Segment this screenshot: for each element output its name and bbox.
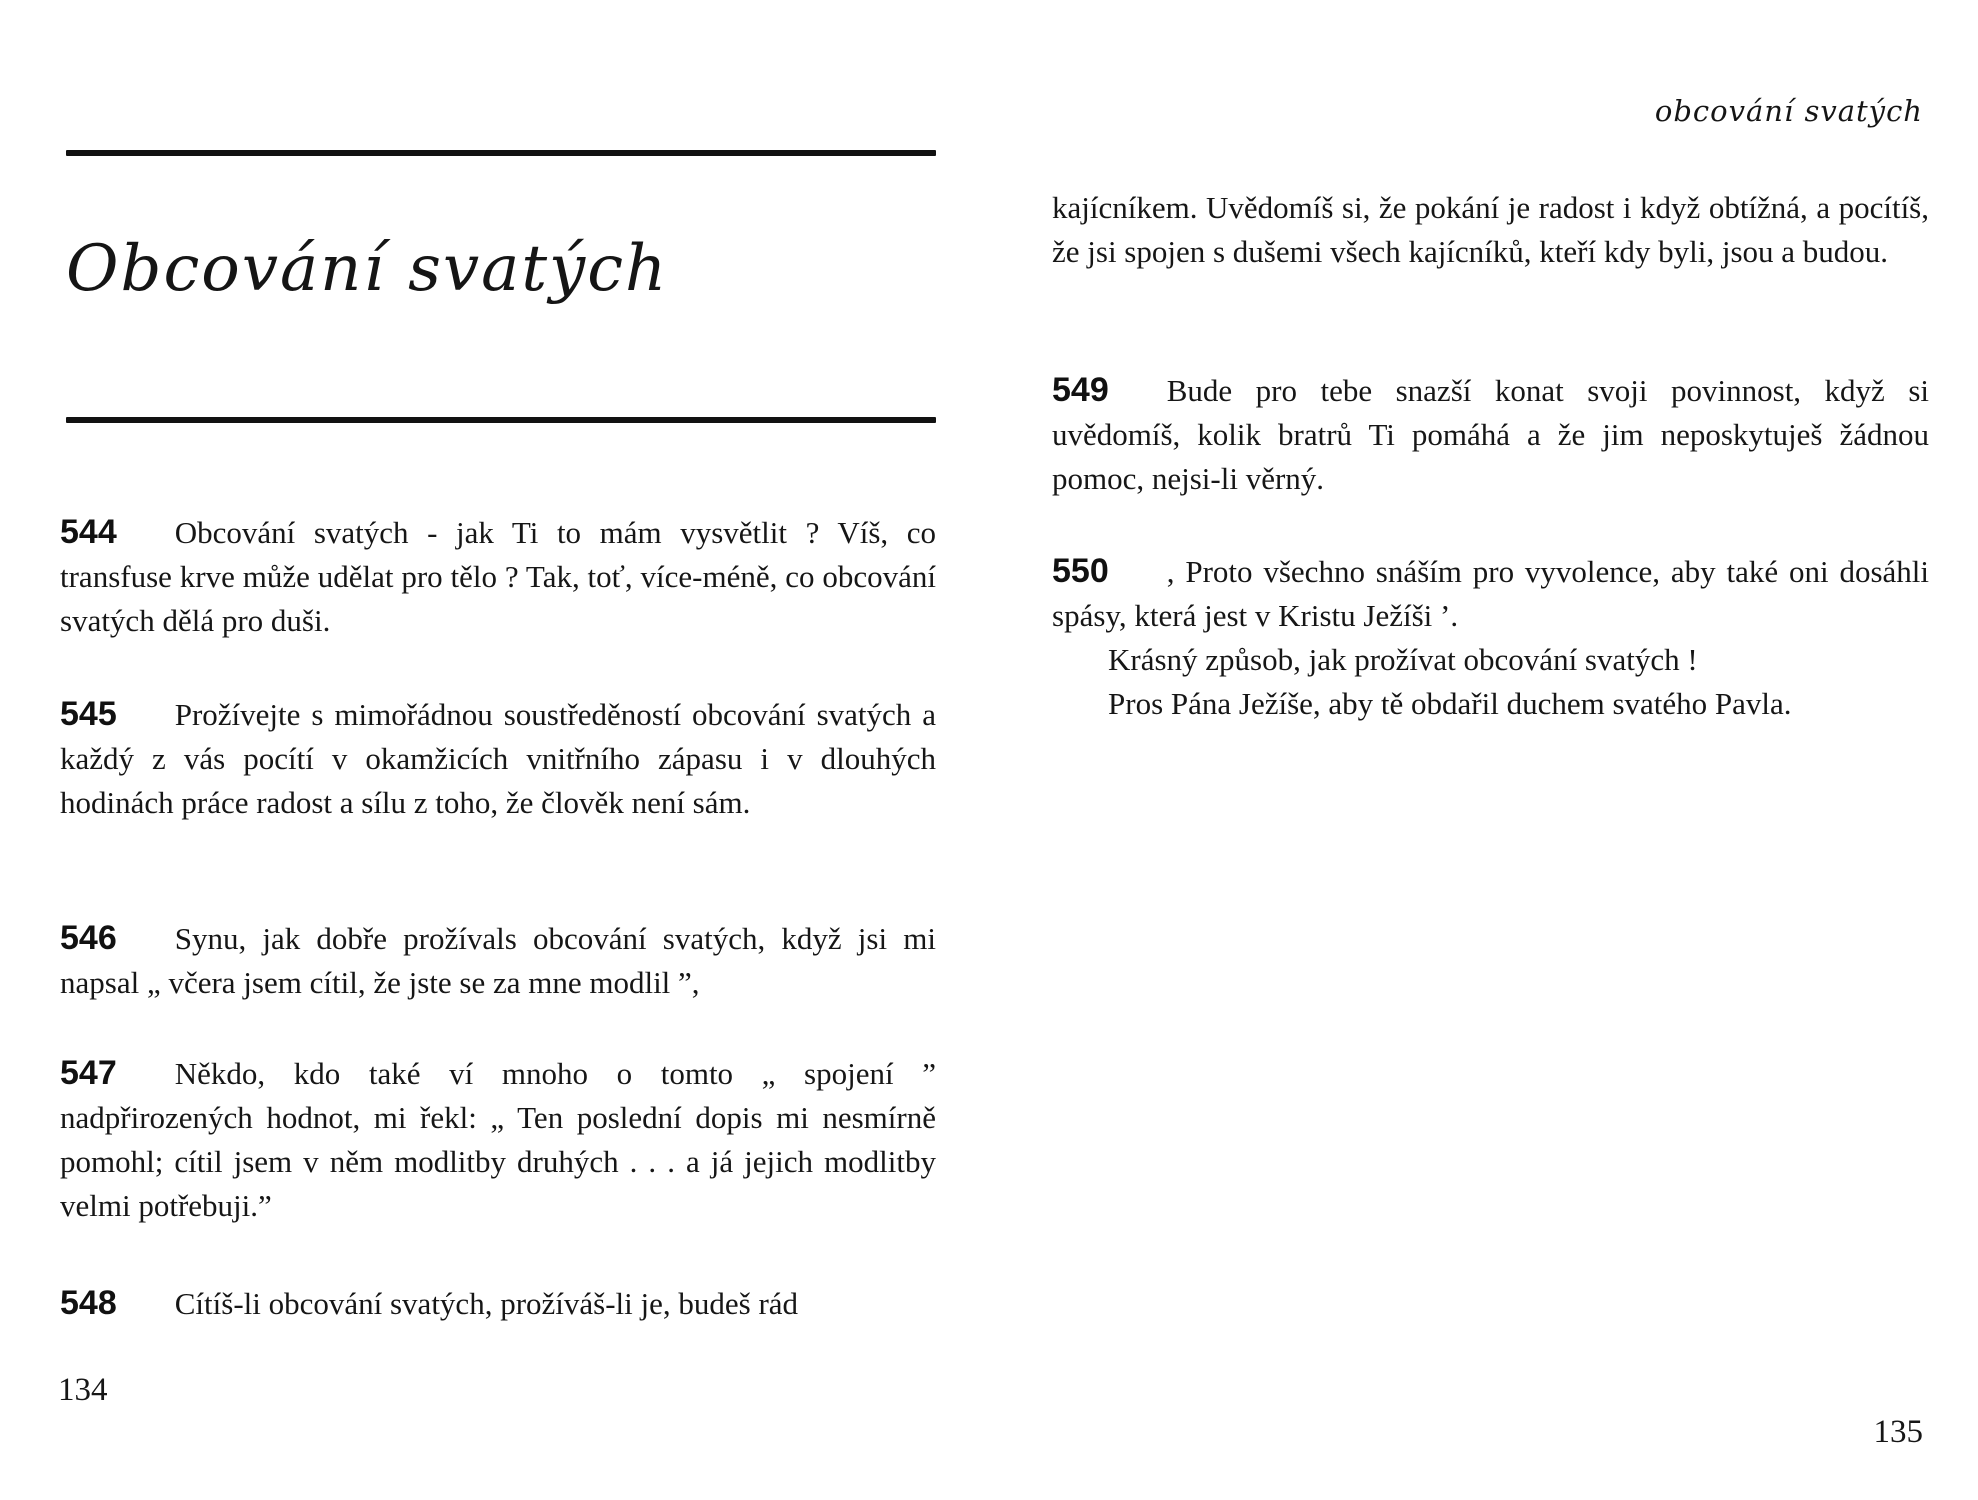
paragraph-number: 550: [1052, 552, 1109, 590]
paragraph-548: [60, 1281, 936, 1326]
paragraph-text: Synu, jak dobře prožívals obcování svatých, když jsi mi napsal „ včera jsem cítil, že jste se za mne modlil ”,: [60, 921, 936, 1000]
paragraph-text: , Proto všechno snáším pro vyvolence, aby také oni dosáhli spásy, která jest v Kristu Ježíši ’.: [1052, 554, 1929, 633]
paragraph-number: 544: [60, 513, 117, 551]
right-page: [989, 0, 1978, 1500]
paragraph-550: [1052, 549, 1929, 726]
paragraph-text: Bude pro tebe snazší konat svoji povinnost, když si uvědomíš, kolik bratrů Ti pomáhá a že jim neposkytuješ žádnou pomoc, nejsi-li věrný.: [1052, 373, 1929, 496]
paragraph-number: 546: [60, 919, 117, 957]
paragraph-text: Prožívejte s mimořádnou soustředěností obcování svatých a každý z vás pocítí v okamžicích vnitřního zápasu i v dlouhých hodinách práce radost a sílu z toho, že člověk není sám.: [60, 697, 936, 820]
paragraph-continuation: kajícníkem. Uvědomíš si, že pokání je radost i když obtížná, a pocítíš, že jsi spojen s dušemi všech kajícníků, kteří kdy byli, jsou a budou.: [1052, 190, 1929, 269]
paragraph-number: 545: [60, 695, 117, 733]
page-number: 134: [58, 1372, 108, 1408]
paragraph-547: [60, 1051, 936, 1228]
paragraph-text: Obcování svatých - jak Ti to mám vysvětlit ? Víš, co transfuse krve může udělat pro tělo ? Tak, toť, více-méně, co obcování svatých dělá pro duši.: [60, 515, 936, 638]
paragraph-line: Krásný způsob, jak prožívat obcování svatých !: [1108, 642, 1698, 677]
paragraph-text: Někdo, kdo také ví mnoho o tomto „ spojení ” nadpřirozených hodnot, mi řekl: „ Ten poslední dopis mi nesmírně pomohl; cítil jsem v něm modlitby druhých . . . a já jejich modlitby velmi potřebuji.”: [60, 1056, 936, 1223]
running-head: obcování svatých: [1654, 94, 1923, 128]
paragraph-line: Pros Pána Ježíše, aby tě obdařil duchem svatého Pavla.: [1108, 686, 1792, 721]
page-number: 135: [1873, 1414, 1923, 1450]
paragraph-546: [60, 916, 936, 1005]
title-rule-bottom: [66, 417, 936, 423]
paragraph-545: [60, 692, 936, 825]
paragraph-number: 549: [1052, 371, 1109, 409]
paragraph-text: Cítíš-li obcování svatých, prožíváš-li je, budeš rád: [174, 1286, 799, 1321]
paragraph-number: 547: [60, 1054, 117, 1092]
chapter-title: Obcování svatých: [66, 232, 669, 306]
title-rule-top: [66, 150, 936, 156]
paragraph-number: 548: [60, 1284, 117, 1322]
paragraph-549: [1052, 368, 1929, 501]
paragraph-544: [60, 510, 936, 643]
